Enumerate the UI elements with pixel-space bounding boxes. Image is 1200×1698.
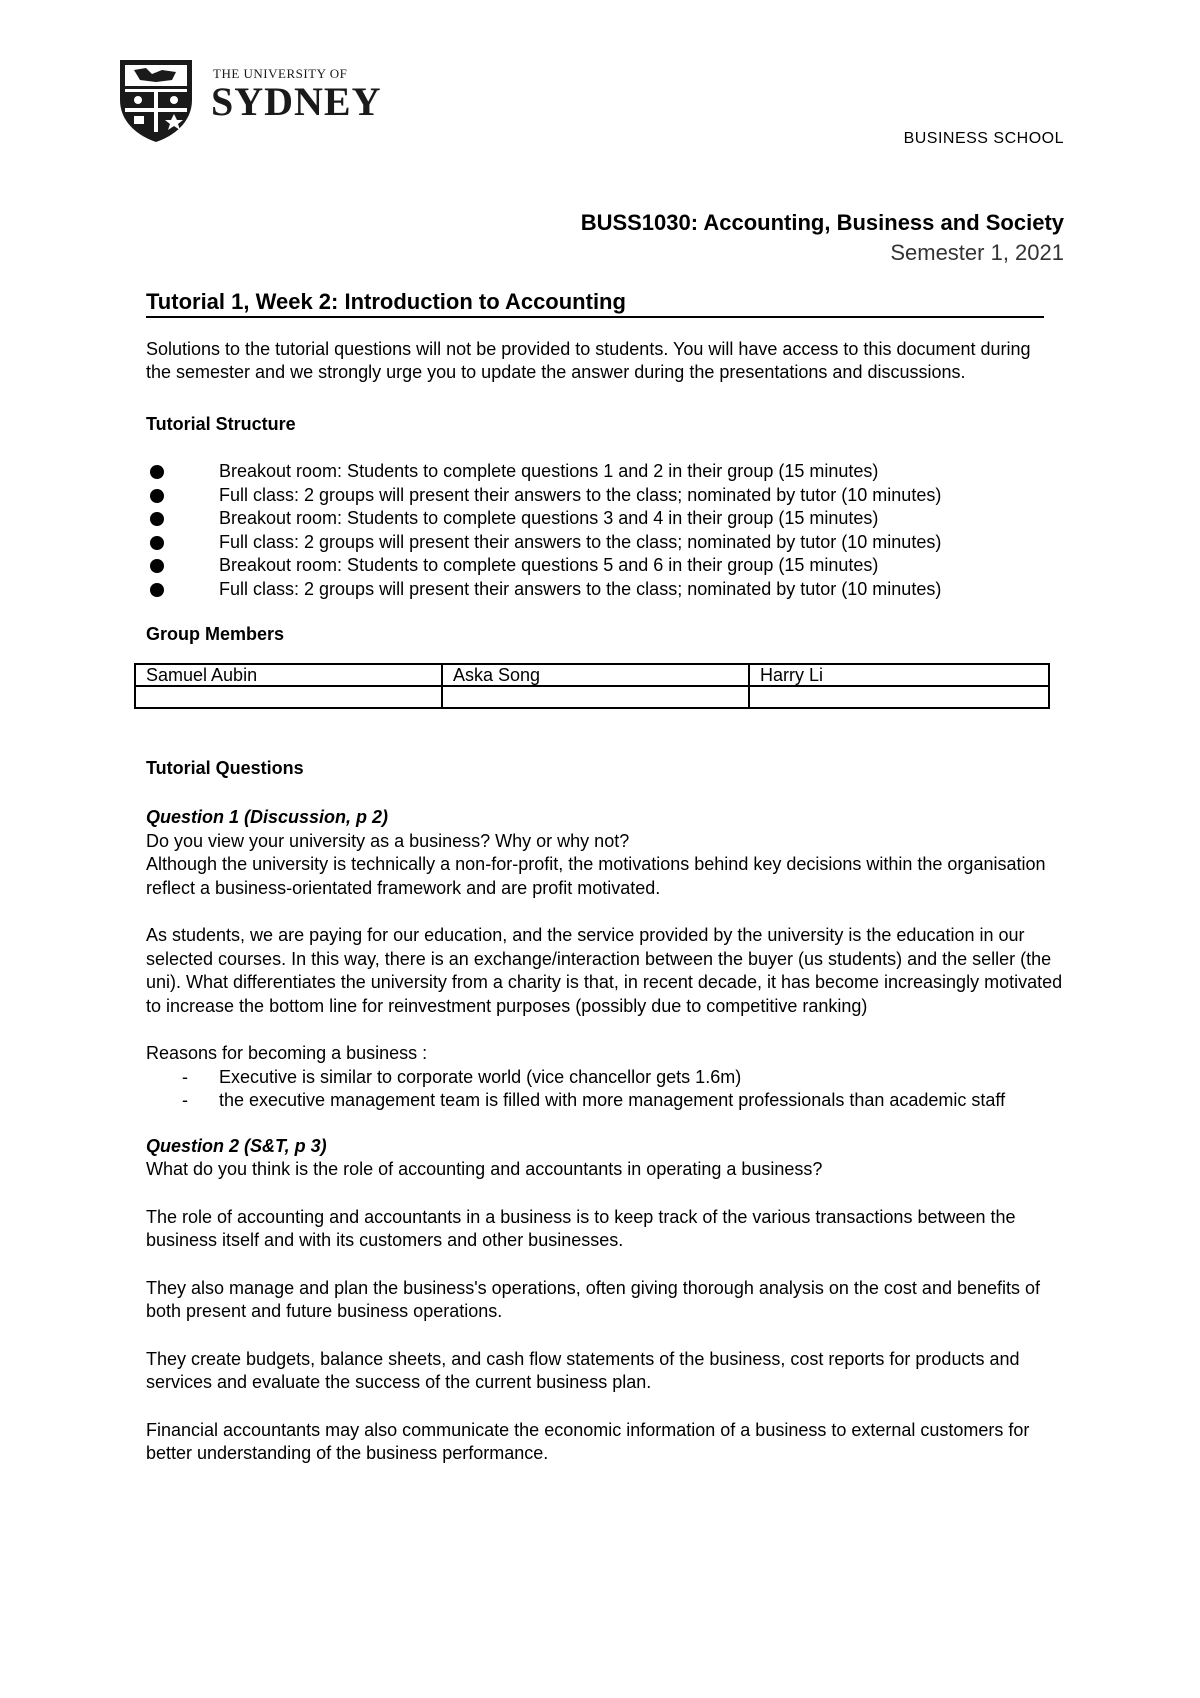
member-cell: Samuel Aubin — [135, 664, 442, 686]
list-item: Breakout room: Students to complete questions 3 and 4 in their group (15 minutes) — [146, 507, 1066, 531]
school-name: BUSINESS SCHOOL — [903, 130, 1064, 147]
course-title: BUSS1030: Accounting, Business and Society — [580, 210, 1064, 235]
university-logo — [116, 56, 382, 146]
list-item: - the executive management team is filled with more management professionals than academic staff — [182, 1090, 1006, 1110]
question-2-answer-3: They create budgets, balance sheets, and cash flow statements of the business, cost reports for products and services and evaluate the success of the current business plan. — [146, 1348, 1020, 1392]
semester: Semester 1, 2021 — [890, 240, 1064, 265]
bullet-icon — [150, 465, 164, 479]
bullet-icon — [150, 583, 164, 597]
list-item: Full class: 2 groups will present their answers to the class; nominated by tutor (10 minutes) — [146, 531, 1066, 555]
list-item: Breakout room: Students to complete questions 1 and 2 in their group (15 minutes) — [146, 460, 1066, 484]
structure-list — [146, 460, 1066, 601]
table-row — [135, 664, 1049, 686]
member-cell: Aska Song — [442, 664, 749, 686]
list-item: - Executive is similar to corporate world (vice chancellor gets 1.6m) — [182, 1066, 742, 1087]
questions-heading: Tutorial Questions — [146, 757, 304, 778]
list-item: Full class: 2 groups will present their answers to the class; nominated by tutor (10 minutes) — [146, 484, 1066, 508]
question-2-prompt: What do you think is the role of accounting and accountants in operating a business? — [146, 1159, 823, 1179]
document-body — [146, 290, 1066, 1466]
logo-line-2: SYDNEY — [211, 79, 382, 124]
question-2-answer-1: The role of accounting and accountants in a business is to keep track of the various transactions between the business itself and with its customers and other businesses. — [146, 1206, 1016, 1250]
course-block — [581, 210, 1064, 266]
empty-cell — [442, 686, 749, 708]
bullet-icon — [150, 559, 164, 573]
table-row — [135, 686, 1049, 708]
members-heading: Group Members — [146, 624, 285, 644]
reasons-heading: Reasons for becoming a business : — [146, 1043, 428, 1063]
question-1-answer-2: As students, we are paying for our education, and the service provided by the university is the education in our selected courses. In this way, there is an exchange/interaction between the buyer (us students) and the seller (the uni). What differentiates the university from a charity is that, in recent decade, it has become increasingly motivated to increase the bottom line for reinvestment purposes (possibly due to competitive ranking) — [146, 925, 1063, 1016]
university-crest-icon — [116, 56, 196, 144]
tutorial-title: Tutorial 1, Week 2: Introduction to Accounting — [146, 290, 1044, 318]
question-1-title: Question 1 (Discussion, p 2) — [146, 807, 389, 827]
structure-heading: Tutorial Structure — [146, 413, 296, 434]
intro-paragraph: Solutions to the tutorial questions will not be provided to students. You will have access to this document during the semester and we strongly urge you to update the answer during the presentations and discussions. — [146, 338, 1031, 382]
bullet-icon — [150, 536, 164, 550]
empty-cell — [135, 686, 442, 708]
question-2-answer-2: They also manage and plan the business's operations, often giving thorough analysis on the cost and benefits of both present and future business operations. — [146, 1277, 1041, 1321]
bullet-icon — [150, 489, 164, 503]
reasons-list — [146, 1066, 1066, 1113]
group-members-table — [134, 663, 1050, 709]
logo-line-1: THE UNIVERSITY OF — [213, 66, 348, 81]
question-2-title: Question 2 (S&T, p 3) — [146, 1135, 327, 1156]
list-item: Breakout room: Students to complete questions 5 and 6 in their group (15 minutes) — [146, 554, 1066, 578]
question-1-answer-1: Although the university is technically a non-for-profit, the motivations behind key decisions within the organisation reflect a business-orientated framework and are profit motivated. — [146, 854, 1046, 898]
empty-cell — [749, 686, 1049, 708]
question-2-answer-4: Financial accountants may also communicate the economic information of a business to external customers for better understanding of the business performance. — [146, 1419, 1030, 1463]
member-cell: Harry Li — [749, 664, 1049, 686]
bullet-icon — [150, 512, 164, 526]
list-item: Full class: 2 groups will present their answers to the class; nominated by tutor (10 minutes) — [146, 578, 1066, 602]
question-1-prompt: Do you view your university as a business? Why or why not? — [146, 830, 630, 851]
